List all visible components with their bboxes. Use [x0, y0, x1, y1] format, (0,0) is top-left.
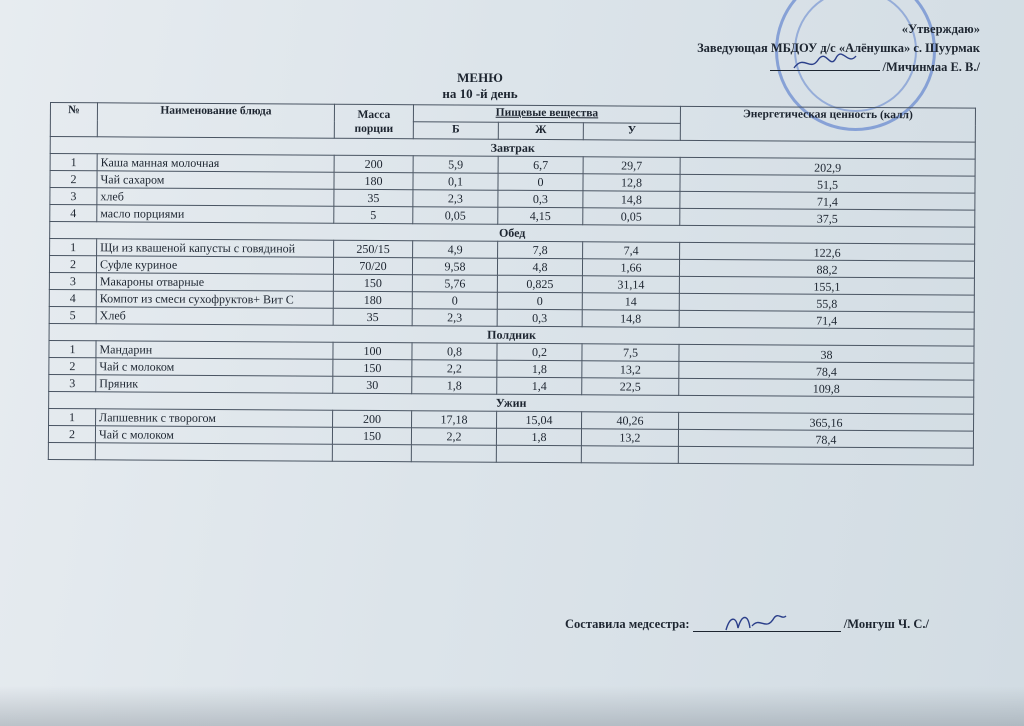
cell-name: Мандарин [96, 341, 333, 359]
header-mass-text: Масса порции [354, 108, 394, 135]
cell-u: 22,5 [582, 378, 679, 396]
cell-num: 1 [49, 408, 96, 425]
cell-mass: 35 [333, 308, 412, 325]
cell-energy: 38 [679, 344, 974, 363]
cell-num: 4 [49, 289, 96, 306]
cell-b: 0,05 [413, 207, 498, 225]
cell-name: Щи из квашеной капусты с говядиной [97, 239, 334, 257]
header-nutrients: Пищевые вещества [413, 105, 680, 124]
approval-line-1: «Утверждаю» [901, 22, 980, 36]
cell-b: 5,76 [412, 275, 497, 293]
cell-energy: 78,4 [679, 361, 974, 380]
cell-b: 2,2 [411, 428, 496, 446]
cell-mass: 150 [333, 274, 412, 291]
cell-u: 14,8 [583, 191, 680, 209]
cell-zh: 0,3 [497, 309, 582, 327]
header-num: № [50, 103, 97, 137]
section-title: Обед [50, 222, 975, 245]
cell-name: Пряник [96, 375, 333, 393]
cell-zh [496, 445, 581, 463]
cell-b: 9,58 [412, 258, 497, 276]
menu-title-main: МЕНЮ [457, 70, 503, 85]
cell-u: 14 [582, 293, 679, 311]
menu-title [380, 70, 580, 102]
cell-mass [332, 444, 411, 461]
footer-label: Составила медсестра: [565, 617, 690, 631]
section-title: Ужин [49, 391, 974, 414]
cell-b: 2,3 [413, 190, 498, 208]
cell-mass: 70/20 [333, 257, 412, 274]
cell-zh: 1,8 [497, 360, 582, 378]
cell-energy: 155,1 [679, 276, 974, 295]
cell-energy: 71,4 [679, 310, 974, 329]
cell-energy: 365,16 [679, 412, 974, 431]
cell-name: Хлеб [96, 307, 333, 325]
cell-energy: 122,6 [680, 242, 975, 261]
cell-energy: 71,4 [680, 191, 975, 210]
cell-num: 1 [49, 340, 96, 357]
cell-num: 2 [50, 171, 97, 188]
cell-name [95, 443, 332, 461]
cell-b: 5,9 [413, 156, 498, 174]
cell-num: 3 [50, 188, 97, 205]
cell-energy: 78,4 [678, 429, 973, 448]
cell-b: 1,8 [412, 377, 497, 395]
cell-zh: 1,8 [496, 428, 581, 446]
cell-mass: 180 [334, 172, 413, 189]
approval-signer-name: /Мичинмаа Е. В./ [882, 60, 980, 74]
cell-zh: 7,8 [498, 241, 583, 259]
cell-energy [678, 446, 973, 465]
cell-mass: 180 [333, 291, 412, 308]
cell-zh: 0,825 [497, 275, 582, 293]
cell-mass: 200 [334, 155, 413, 172]
cell-name: хлеб [97, 188, 334, 206]
cell-energy: 55,8 [679, 293, 974, 312]
cell-num: 3 [49, 272, 96, 289]
cell-name: Каша манная молочная [97, 154, 334, 172]
cell-b: 0,8 [412, 343, 497, 361]
cell-zh: 0,2 [497, 343, 582, 361]
cell-b: 2,3 [412, 309, 497, 327]
cell-name: Компот из смеси сухофруктов+ Вит С [96, 290, 333, 308]
header-zh: Ж [498, 122, 583, 140]
cell-mass: 150 [333, 359, 412, 376]
cell-name: Лапшевник с творогом [96, 409, 333, 427]
cell-b: 2,2 [412, 360, 497, 378]
cell-u: 0,05 [583, 208, 680, 226]
cell-energy: 202,9 [680, 157, 975, 176]
menu-title-day: на 10 -й день [442, 86, 518, 101]
cell-b: 0,1 [413, 173, 498, 191]
cell-mass: 150 [332, 427, 411, 444]
cell-name: Суфле куриное [96, 256, 333, 274]
cell-zh: 0 [498, 173, 583, 191]
cell-num: 1 [50, 239, 97, 256]
cell-name: Макароны отварные [96, 273, 333, 291]
nurse-signature [720, 608, 790, 636]
cell-name: масло порциями [97, 205, 334, 223]
cell-num: 2 [48, 425, 95, 442]
cell-num [48, 442, 95, 459]
cell-zh: 0 [497, 292, 582, 310]
cell-num: 3 [49, 374, 96, 391]
cell-mass: 35 [334, 189, 413, 206]
cell-name: Чай с молоком [95, 426, 332, 444]
header-b: Б [413, 122, 498, 140]
cell-num: 2 [49, 357, 96, 374]
cell-b: 0 [412, 292, 497, 310]
cell-name: Чай сахаром [97, 171, 334, 189]
cell-u: 29,7 [583, 157, 680, 175]
cell-b: 4,9 [413, 241, 498, 259]
menu-table-body [48, 137, 975, 466]
cell-u: 40,26 [582, 412, 679, 430]
header-mass [334, 104, 413, 138]
header-energy-text: Энергетическая ценность (калл) [742, 108, 913, 122]
approval-line-2: Заведующая МБДОУ д/с «Алёнушка» с. Шуурмак [697, 41, 980, 55]
cell-energy: 37,5 [680, 208, 975, 227]
header-u: У [583, 123, 680, 141]
cell-zh: 0,3 [498, 190, 583, 208]
cell-num: 4 [50, 205, 97, 222]
cell-u: 7,4 [583, 242, 680, 260]
cell-num: 1 [50, 154, 97, 171]
cell-u: 12,8 [583, 174, 680, 192]
cell-b [411, 445, 496, 463]
cell-zh: 4,8 [497, 258, 582, 276]
footer-name: /Монгуш Ч. С./ [843, 617, 930, 631]
cell-mass: 30 [333, 376, 412, 393]
approval-signature [790, 50, 860, 76]
page-shadow [0, 686, 1024, 726]
section-title: Завтрак [50, 137, 975, 160]
cell-u: 1,66 [582, 259, 679, 277]
cell-mass: 200 [333, 410, 412, 427]
cell-zh: 4,15 [498, 207, 583, 225]
header-energy [680, 106, 975, 142]
cell-energy: 88,2 [679, 259, 974, 278]
cell-mass: 250/15 [334, 240, 413, 257]
header-name: Наименование блюда [97, 103, 334, 138]
cell-zh: 15,04 [497, 411, 582, 429]
cell-u: 31,14 [582, 276, 679, 294]
cell-u: 14,8 [582, 310, 679, 328]
cell-u: 13,2 [581, 429, 678, 447]
cell-num: 5 [49, 306, 96, 323]
cell-b: 17,18 [412, 411, 497, 429]
cell-mass: 5 [334, 206, 413, 223]
cell-energy: 51,5 [680, 174, 975, 193]
cell-energy: 109,8 [679, 378, 974, 397]
cell-num: 2 [49, 256, 96, 273]
cell-u: 13,2 [582, 361, 679, 379]
section-title: Полдник [49, 323, 974, 346]
menu-table [48, 102, 976, 466]
cell-u [581, 446, 678, 464]
cell-u: 7,5 [582, 344, 679, 362]
cell-zh: 1,4 [497, 377, 582, 395]
cell-zh: 6,7 [498, 156, 583, 174]
cell-name: Чай с молоком [96, 358, 333, 376]
cell-mass: 100 [333, 342, 412, 359]
